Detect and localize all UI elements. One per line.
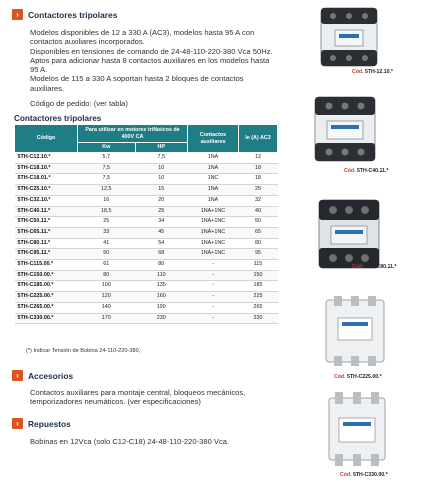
cell-contactos: -: [188, 313, 239, 324]
cell-ie: 95: [239, 249, 278, 260]
cell-kw: 100: [78, 281, 136, 292]
cell-codigo: 5TH-C18.01.*: [15, 174, 78, 185]
image-caption: Cód. 5TH-C225.00.*: [334, 374, 382, 380]
cell-ie: 50: [239, 217, 278, 228]
description-line: Contactos auxiliares para montaje central, bloqueos mecánicos,: [30, 388, 246, 397]
cell-contactos: 1NA+1NC: [188, 217, 239, 228]
table-row: [15, 281, 278, 292]
table-row: [15, 302, 278, 313]
cell-hp: 15: [135, 185, 187, 196]
cell-contactos: 1NA: [188, 163, 239, 174]
section-header-repuestos: [12, 418, 71, 429]
header-codigo: Código: [15, 125, 78, 153]
cell-hp: 10: [135, 174, 187, 185]
cell-kw: 12,5: [78, 185, 136, 196]
table-row: [15, 185, 278, 196]
cell-contactos: 1NA+1NC: [188, 238, 239, 249]
contactor-c225-image: [316, 296, 394, 366]
table-row: [15, 238, 278, 249]
table-row: [15, 153, 278, 164]
cell-hp: 45: [135, 227, 187, 238]
cell-ie: 185: [239, 281, 278, 292]
cell-contactos: 1NA: [188, 195, 239, 206]
cell-hp: 68: [135, 249, 187, 260]
header-kw: Kw: [78, 143, 136, 153]
table-title: Contactores tripolares: [14, 114, 102, 123]
cell-kw: 7,5: [78, 163, 136, 174]
cell-kw: 33: [78, 227, 136, 238]
description-line: Modelos de 115 a 330 A soportan hasta 2 bloques de contactos: [30, 74, 244, 84]
cell-kw: 80: [78, 270, 136, 281]
cell-ie: 18: [239, 174, 278, 185]
contactor-c80-image: [310, 198, 388, 270]
cell-codigo: 5TH-C185.00.*: [15, 281, 78, 292]
cell-kw: 25: [78, 217, 136, 228]
cell-codigo: 5TH-C12.10.*: [15, 153, 78, 164]
header-motores: Para utilizar en motores trifásicos de 400V CA: [78, 125, 188, 143]
cell-contactos: 1NA+1NC: [188, 227, 239, 238]
cell-contactos: 1NA: [188, 153, 239, 164]
cell-contactos: 1NA: [188, 185, 239, 196]
cell-codigo: 5TH-C115.00.*: [15, 260, 78, 271]
image-caption: Cód. 5TH-C80.11.*: [352, 264, 397, 270]
cell-contactos: 1NA+1NC: [188, 249, 239, 260]
cell-kw: 16: [78, 195, 136, 206]
cell-kw: 18,5: [78, 206, 136, 217]
cell-contactos: -: [188, 281, 239, 292]
table-row: [15, 249, 278, 260]
cell-ie: 150: [239, 270, 278, 281]
cell-hp: 34: [135, 217, 187, 228]
cell-codigo: 5TH-C225.00.*: [15, 292, 78, 303]
repuestos-description: Bobinas en 12Vca (solo C12-C18) 24-48-110-220-380 Vca.: [30, 437, 230, 446]
header-contactos: Contactos auxiliares: [188, 125, 239, 153]
table-row: [15, 270, 278, 281]
description-line: contactos auxiliares incorporados.: [30, 37, 145, 47]
section-title: Contactores tripolares: [28, 9, 118, 20]
cell-hp: 230: [135, 313, 187, 324]
cell-codigo: 5TH-C95.11.*: [15, 249, 78, 260]
cell-ie: 25: [239, 185, 278, 196]
order-code-text: Código de pedido: (ver tabla): [30, 99, 128, 109]
cell-codigo: 5TH-C265.00.*: [15, 302, 78, 313]
cell-kw: 5,7: [78, 153, 136, 164]
cell-hp: 110: [135, 270, 187, 281]
cell-contactos: -: [188, 270, 239, 281]
table-row: [15, 163, 278, 174]
description-line: temporizadores neumáticos. (ver especificaciones): [30, 397, 201, 407]
table-row: [15, 174, 278, 185]
cell-contactos: 1NA+1NC: [188, 206, 239, 217]
cell-codigo: 5TH-C150.00.*: [15, 270, 78, 281]
cell-codigo: 5TH-C50.11.*: [15, 217, 78, 228]
cell-hp: 80: [135, 260, 187, 271]
section-header-accesorios: [12, 370, 73, 381]
cell-ie: 12: [239, 153, 278, 164]
table-row: [15, 195, 278, 206]
section-header-contactores: [12, 9, 117, 20]
cell-kw: 50: [78, 249, 136, 260]
image-caption: Cód. 5TH-12.10.*: [352, 69, 393, 75]
cell-contactos: -: [188, 292, 239, 303]
cell-hp: 25: [135, 206, 187, 217]
section-title: Accesorios: [28, 370, 74, 381]
cell-codigo: 5TH-C32.10.*: [15, 195, 78, 206]
cell-ie: 65: [239, 227, 278, 238]
arrow-bullet-icon: ›: [12, 9, 23, 20]
contactor-c40-image: [306, 95, 384, 165]
cell-ie: 265: [239, 302, 278, 313]
table-row: [15, 292, 278, 303]
cell-kw: 170: [78, 313, 136, 324]
image-caption: Cód. 5TH-C330.00.*: [340, 472, 388, 478]
cell-ie: 115: [239, 260, 278, 271]
cell-contactos: -: [188, 260, 239, 271]
cell-kw: 140: [78, 302, 136, 313]
cell-codigo: 5TH-C18.10.*: [15, 163, 78, 174]
description-line: Disponibles en tensiones de comando de 24-48-110-220-380 Vca 50Hz.: [30, 46, 273, 56]
contactor-c330-image: [318, 392, 396, 466]
table-row: [15, 313, 278, 324]
description-line: Aptos para adicionar hasta 8 contactos auxiliares en los modelos hasta: [30, 55, 270, 65]
cell-hp: 160: [135, 292, 187, 303]
cell-codigo: 5TH-C330.00.*: [15, 313, 78, 324]
description-line: auxiliares.: [30, 83, 65, 93]
cell-hp: 135: [135, 281, 187, 292]
image-caption: Cód. 5TH-C40.11.*: [344, 168, 389, 174]
cell-codigo: 5TH-C40.11.*: [15, 206, 78, 217]
cell-contactos: 1NC: [188, 174, 239, 185]
header-hp: HP: [135, 143, 187, 153]
section-title: Repuestos: [28, 418, 71, 429]
section-description: [30, 28, 302, 108]
cell-hp: 10: [135, 163, 187, 174]
accesorios-description: [30, 388, 302, 407]
cell-codigo: 5TH-C25.10.*: [15, 185, 78, 196]
cell-hp: 190: [135, 302, 187, 313]
cell-ie: 225: [239, 292, 278, 303]
cell-ie: 330: [239, 313, 278, 324]
cell-hp: 54: [135, 238, 187, 249]
table-row: [15, 260, 278, 271]
description-line: Modelos disponibles de 12 a 330 A (AC3), modelos hasta 95 A con: [30, 28, 255, 37]
table-footnote: (*) Indicar Tensión de Bobina 24-110-220-380,: [26, 348, 141, 354]
cell-kw: 41: [78, 238, 136, 249]
table-row: [15, 217, 278, 228]
cell-contactos: -: [188, 302, 239, 313]
table-row: [15, 206, 278, 217]
cell-kw: 120: [78, 292, 136, 303]
cell-kw: 7,5: [78, 174, 136, 185]
cell-kw: 61: [78, 260, 136, 271]
cell-codigo: 5TH-C80.11.*: [15, 238, 78, 249]
cell-hp: 7,5: [135, 153, 187, 164]
cell-codigo: 5TH-C65.11.*: [15, 227, 78, 238]
description-line: 95 A.: [30, 65, 48, 75]
cell-ie: 32: [239, 195, 278, 206]
arrow-bullet-icon: ›: [12, 370, 23, 381]
contactor-small-image: [310, 6, 388, 70]
cell-ie: 18: [239, 163, 278, 174]
table-row: [15, 227, 278, 238]
cell-ie: 40: [239, 206, 278, 217]
cell-hp: 20: [135, 195, 187, 206]
contactors-table: [14, 124, 278, 324]
cell-ie: 80: [239, 238, 278, 249]
arrow-bullet-icon: ›: [12, 418, 23, 429]
header-ie: Ie (A) AC3: [239, 125, 278, 153]
